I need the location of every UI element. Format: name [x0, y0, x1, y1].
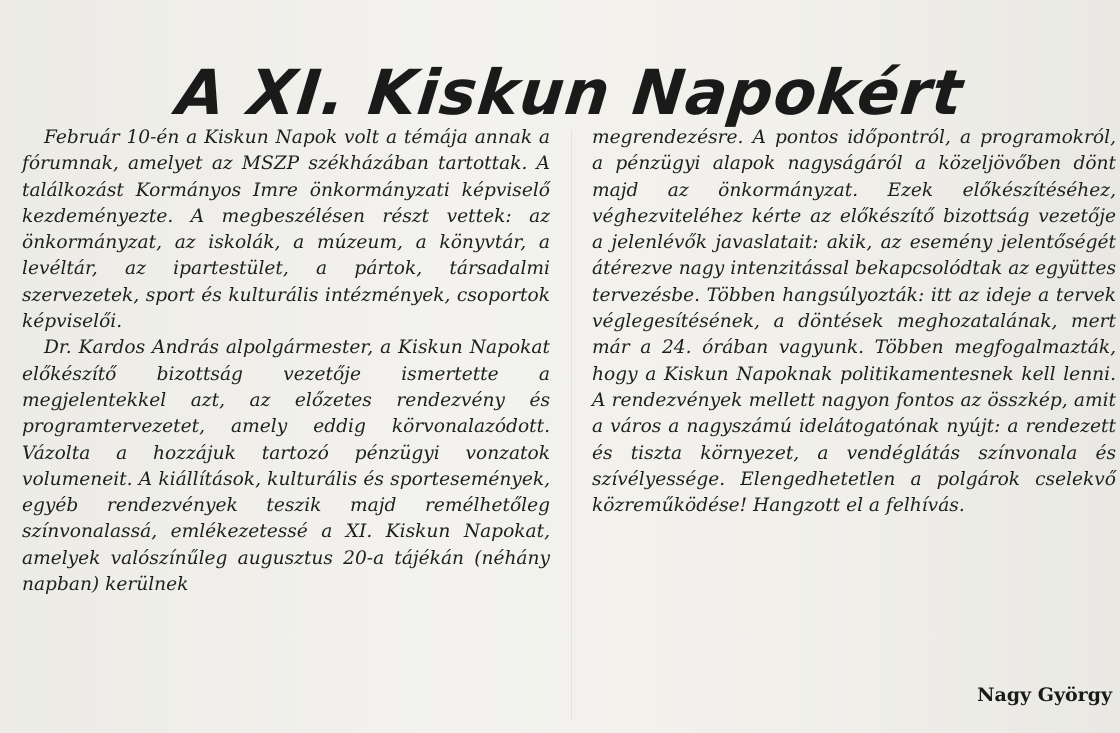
- article-headline: A XI. Kiskun Napokért: [173, 55, 967, 129]
- author-signature: Nagy György: [977, 684, 1112, 706]
- article-column-right: [592, 125, 1116, 519]
- article-column-left: [22, 125, 550, 598]
- article-paragraph: megrendezésre. A pontos időpontról, a programokról, a pénzügyi alapok nagyságáról a közeljövőben dönt majd az önkormányzat. Ezek előkészítéséhez, véghezviteléhez kérte az előkészítő bizottság vezetője a jelenlévők javaslatait: akik, az esemény jelentőségét átérezve nagy intenzitással bekapcsolódtak az együttes tervezésbe. Többen hangsúlyozták: itt az ideje a tervek véglegesítésének, a döntések meghozatalának, mert már a 24. órában vagyunk. Többen megfogalmazták, hogy a Kiskun Napoknak politikamentesnek kell lenni. A rendezvények mellett nagyon fontos az összkép, amit a város a nagyszámú idelátogatónak nyújt: a rendezett és tiszta környezet, a vendéglátás színvonala és szívélyessége. Elengedhetetlen a polgárok cselekvő közreműködése! Hangzott el a felhívás.: [592, 127, 1116, 517]
- column-divider: [571, 130, 572, 720]
- article-paragraph: Február 10-én a Kiskun Napok volt a témája annak a fórumnak, amelyet az MSZP székházában tartottak. A találkozást Kormányos Imre önkormányzati képviselő kezdeményezte. A megbeszélésen részt vettek: az önkormányzat, az iskolák, a múzeum, a könyvtár, a levéltár, az ipartestület, a pártok, társadalmi szervezetek, sport és kulturális intézmények, csoportok képviselői.: [22, 127, 550, 333]
- article-paragraph: Dr. Kardos András alpolgármester, a Kiskun Napokat előkészítő bizottság vezetője ismertette a megjelentekkel azt, az előzetes rendezvény és programtervezetet, amely eddig körvonalazódott. Vázolta a hozzájuk tartozó pénzügyi vonzatok volumeneit. A kiállítások, kulturális és sportesemények, egyéb rendezvények teszik majd remélhetőleg színvonalassá, emlékezetessé a XI. Kiskun Napokat, amelyek valószínűleg augusztus 20-a tájékán (néhány napban) kerülnek: [22, 337, 550, 596]
